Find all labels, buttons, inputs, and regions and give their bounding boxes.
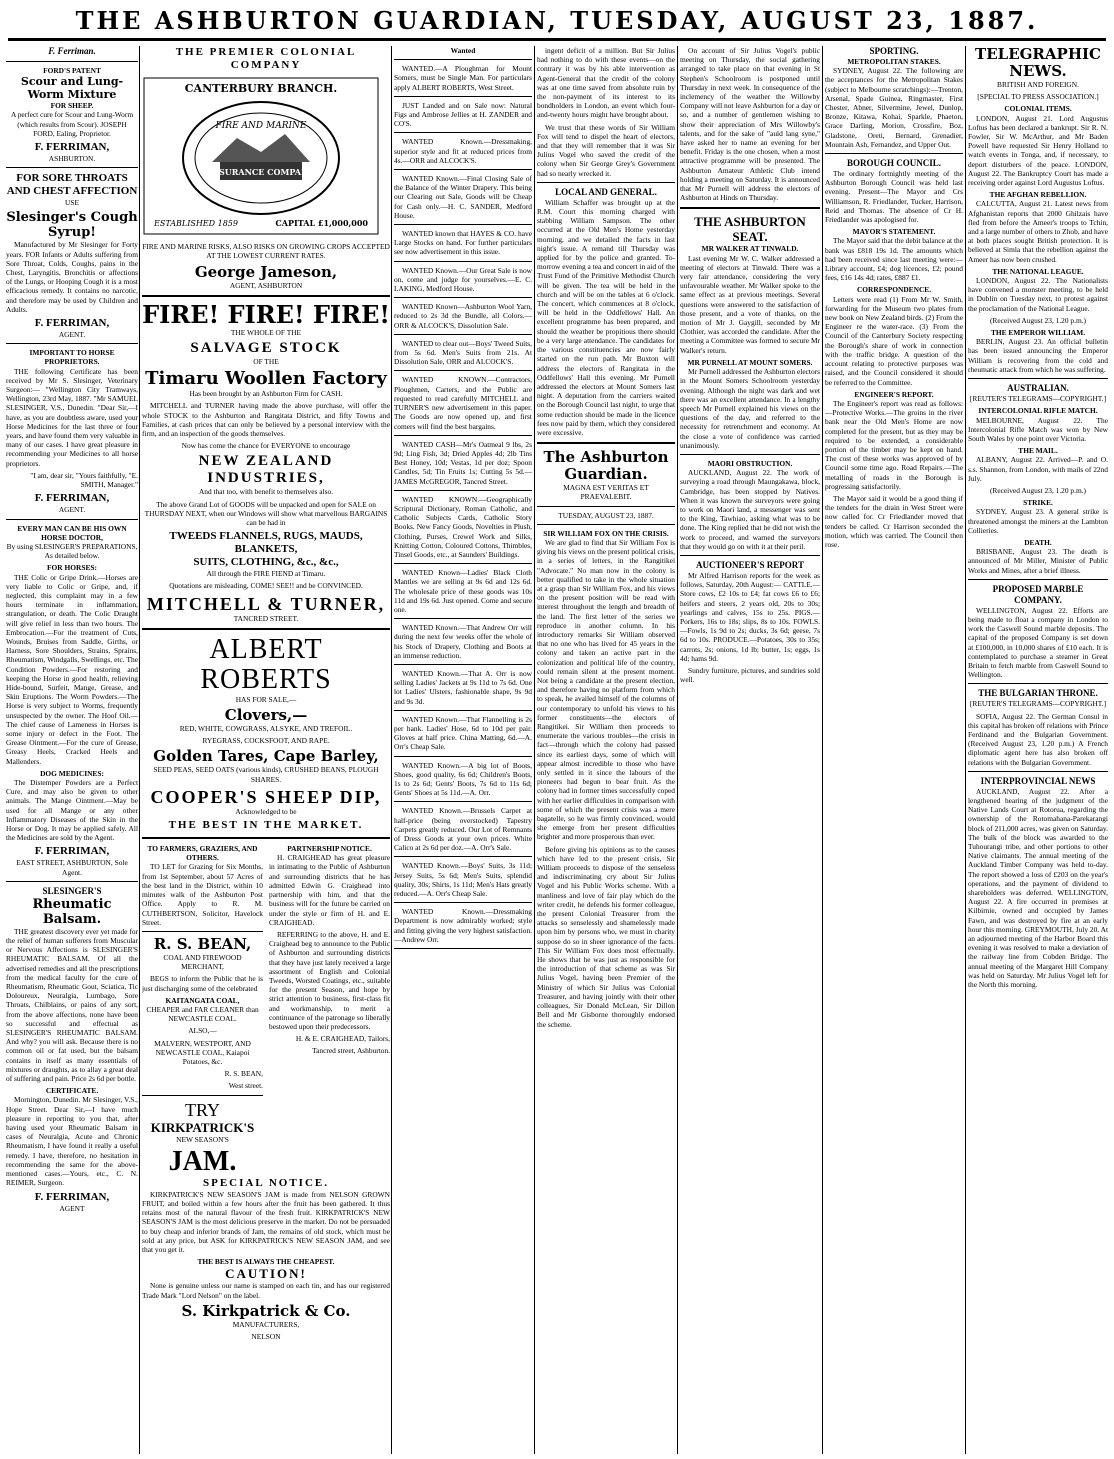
ad-signature: "I am, dear sir, "Yours faithfully, "E. SMITH, Manager." [30,470,138,490]
article-body: BRISBANE, August 23. The death is announced of Mr Miller, Minister of Public Works and Mines, after a brief illness. [968,547,1108,575]
column-divider [391,46,392,1454]
ad-title: FOR SORE THROATS AND CHEST AFFECTION [6,172,138,198]
agent-name: F. FERRIMAN, [34,845,110,858]
agent-place: EAST STREET, ASHBURTON, Sole Agent. [16,858,128,877]
ad-subtitle: COAL AND FIREWOOD MERCHANT, [163,952,242,972]
ad-text: Quotations are misleading, COME! SEE!! and be CONVINCED. [169,581,363,591]
column-divider [965,46,966,1454]
column-6 [825,46,963,1454]
article-body: On account of Sir Julius Vogel's public meeting on Thursday, the social gathering arranged to take place on that evening in St Stephen's Schoolroom is postponed until Thursday in next week. In consequence of the inclemency of the weather the Willowby Company will not leave Ashburton for a day or so, and a number of gentlemen wishing to show their appreciation of Mrs Willowby's talents, and for the sake of "auld lang syne," have asked her to name an evening for her benefit. Friday is the one chosen, when a most attractive programme will be presented. The Ashburton Amateur Athletic Club intend holding a meeting on Saturday. It is announced that Mr Purnell will address the electors of Ashburton at Hinds on Thursday. [680,46,820,203]
ad-title: CAUTION! [225,1266,307,1282]
ad-text: CHEAPER and FAR CLEANER than NEWCASTLE COAL. [146,1004,259,1024]
ad-title: FOR SHEEP. [50,101,94,111]
ad-text: MALVERN, WESTPORT, AND NEWCASTLE COAL, Kaiapoi Potatoes, &c. [154,1038,251,1066]
article-body: Before giving his opinions as to the causes which have led to the present crisis, Sir William proceeds to dispose of the senseless and indiscriminating cry about Sir Julius Vogel and his Public Works scheme. With a manliness and love of fair play which do the writer credit, he defends his former colleague, the present Colonial Treasurer from the attacks so senselessly and shamelessly made upon him by persons who, we must in charity suppose do so in sheer ignorance of the facts. This Sir William Fox does most effectually. He shows that he was just as responsible for the introduction of that scheme as was Sir Julius Vogel, having been Premier of the Ministry of which Sir Julius was Colonial Treasurer, and having jointly with their other colleagues, Sir Donald McLean, Sir Dillon Bell and Mr Gisborne thoroughly endorsed the scheme. [537,844,675,1029]
ad-text: RYEGRASS, COCKSFOOT, AND RAPE. [202,736,330,746]
masthead-rule [8,38,1106,41]
agent-name: F. FERRIMAN, [34,492,110,505]
article-title: STRIKE. [1023,498,1053,508]
ad-divider [394,370,532,371]
wanted-ads-list [394,64,532,949]
column-2 [142,46,390,1454]
article-body: Sundry furniture, pictures, and sundries sold well. [680,665,820,685]
article-body: SYDNEY, August 22. The following are the acceptances for the Metropolitan Stakes (subject to Melbourne scratchings):—Trenton, Arsenal, Spade Guinea, Ringmaster, First Chester, Abner, Silvermine, Jewel, Dunlop, Bronze, Kitawa, Kohai, Sparkle, Phaeton, Grace Darling, Morion, Crossfire, Boz, Gladstone, Oreti, Bernard, Grenadier, Mountain Ash, Fernandez, and Upper Out. [825,66,963,149]
article-body: The Engineer's report was read as follows:—Protective Works.—The groins in the river bank near the Old Men's Home are now completed for the present, but as they may be required to be extended, a considerable portion of the timber may be kept on hand. The cost of these works was approved of by Council some time ago. Road Repairs.—The metalling of roads in the Borough is progressing satisfactorily. [825,398,963,491]
section-header: AUSTRALIAN. [1007,383,1069,394]
ad-title: Rheumatic Balsam. [32,896,112,927]
ad-title: EVERY MAN CAN BE HIS OWN HORSE DOCTOR, [17,523,127,542]
ad-text: USE [65,198,79,208]
article-subtitle: CORRESPONDENCE. [856,285,932,295]
ad-divider [394,902,532,903]
section-header: TELEGRAPHIC NEWS. [975,46,1101,80]
masthead [0,0,1114,44]
ad-body: THE following Certificate has been received by Mr S. Slesinger, Veterinary Surgeon:— "Wellington City Tramways, Wellington, 23rd May, 1887. "Mr SAMUEL SLESINGER, V.S., Dunedin. "Dear Sir,—I have, as you are doubtless aware, used your Horse Medicines for the last three or four years, and have found them very valuable in many of our cases. I have great pleasure in recommending your Medicines to all horse proprietors. [6,366,138,468]
article-title: INTERCOLONIAL RIFLE MATCH. [978,406,1098,416]
article-title: THE MAIL. [1018,446,1058,456]
article-body: Mr Purnell addressed the Ashburton electors in the Mount Somers Schoolroom yesterday evening. Although the night was dark and wet there was an excellent attendance. In a lengthy speech Mr Purnell explained his views on the questions of the day, and referred to the necessity for retrenchment and economy. At the close a vote of confidence was carried unanimously. [680,367,820,450]
ad-text: THE WHOLE OF THE [230,327,302,337]
ad-title: KIRKPATRICK'S [150,1119,255,1135]
section-header: BOROUGH COUNCIL. [846,158,941,169]
agent-name: George Jameson, [194,262,338,281]
ad-body: H. CRAIGHEAD has great pleasure in intimating to the Public of Ashburton and surrounding districts that he has admitted Edwin G. Craighead into partnership with him, and that the business will for the future be carried on under the style or firm of H. and E. CRAIGHEAD. [269,853,390,927]
firm-address: TANCRED STREET. [233,613,299,623]
branch-name: CANTERBURY BRANCH. [184,82,338,95]
article-title: METROPOLITAN STAKES. [847,57,941,66]
agent-name: F. FERRIMAN, [34,1190,110,1203]
article-body: William Schaffer was brought up at the R.M. Court this morning charged with stabbing William Sampson. The other occurred at the Old Men's Home yesterday morning, and we detailed the facts in last night's issue. A remand till Thursday was applied for by the police and granted. To-morrow evening a tea and concert in aid of the Trust Fund of the Primitive Methodist Church will be given. The tea will be held in the church and will be on the tables at 6 o'clock. The concert, which commences at 8 o'clock, will be held in the Oddfellows' Hall. An excellent programme has been prepared, and should the weather be propitious there should be a very large attendance. The candidates for the various constituencies are now fairly started on the run path. Mr Buxton will address the electors of Rangitata in the Oddfellows' Hall this evening. Mr Purnell addressed the electors at Mount Somers last night. A deputation from the carriers waited on the Borough Council last night, to urge that some reduction should be made in the licence fees now paid by them, which they considered were excessive. [537,197,675,437]
ad-body: THE Colic or Gripe Drink.—Horses are very liable to Colic or Gripe, and, if neglected, this complaint may in a few hours terminate in inflammation, strangulation, or death. The Colic Draught will give relief in less than two hours. The Embrocation.—For the treatment of Cuts, Wounds, Bruises from Saddle, Girths, or Harness, Sore Shoulders, Strains, Sprains, Rheumatism, Windgalls, Swellings, etc. The Condition Powders.—For restoring and keeping the Horse in good health, relieving Hide-bound, Surfeit, Mange, Grease, and Skin Eruptions. The Worm Powders.—The Horse is very subject to Worms, frequently unsuspected by the owner. The Hoof Oil.—The chief cause of Lameness in Horses is some injury or defect in the Foot. The Grease Ointment.—For the cure of Grease, Greasy Heels, Cracked Heels and Mallenders. [6,572,138,766]
ad-body: TO LET for Grazing for Six Months, from 1st September, about 57 Acres of the best land in the District, within 10 minutes walk of the Ashburton Post Office. Apply to R. M. CUTHBERTSON, Solicitor, Havelock Street. [142,862,263,927]
ad-header: SLESINGER'S [42,885,102,896]
agent-place: ASHBURTON. [48,154,96,164]
article-body: SOFIA, August 22. The German Consul in this capital has broken off relations with Prince Ferdinand and the Bulgarian Government. (Received August 23, 1.20 p.m.) A French diplomatic agent here has also broken off relations with the Bulgarian Government. [968,711,1108,767]
ad-divider [394,96,532,97]
article-body: Mr Alfred Harrison reports for the week as follows, Saturday, 20th August:— CATTLE.—Store cows, £2 10s to £4; fat cows £6 to £6; heifers and steers, 2 years old, 20s to 30s; yearlings and calves, 15s to 25s. PIGS.—Porkers, 16s to 18s; slips, 8s to 10s. FOWLS.—Fowls, 1s 9d to 2s; ducks, 3s 6d; geese, 7s 6d to 10s. PRODUCE.—Potatoes, 30s to 35s; carrots, 2s; onions, 1d lb; butter, 1s; eggs, 1s 4d; hams 9d. [680,570,820,663]
ad-title: ALBERT ROBERTS [200,633,332,695]
article-title: THE AFGHAN REBELLION. [989,190,1087,200]
ad-divider [394,664,532,665]
article-body: AUCKLAND, August 22. The work of surveying a road through Maungakawa, block, Cambridge, has been stopped by Natives. When it was known the surveyors were going to work on Maori land, a messenger was sent to the King, Tawhiao, asking what was to be done. The King replied that he did not wish the work to proceed, and warned the surveyors that they would go on with it at their peril. [680,468,820,551]
ad-subtitle: DOG MEDICINES: [40,768,104,778]
ad-title: SALVAGE STOCK [190,340,342,357]
article-body: We are glad to find that Sir William Fox is giving his views on the present political crisis, in a series of letters, in the Rangitikei "Advocate." No man now in the colony is better qualified to take in the whole situation at a grasp than Sir William Fox, and his views on the present position will be read with interest throughout the length and breadth of the land. The first letter of the series we reproduce in another column. In his introductory remarks Sir William observed that no one who has lived for 45 years in the colony and taken an active part in the colonization and political life of the country, could remain silent at the present moment. Not being a candidate at the present election, and therefore having no platform from which to speak, he availed himself of the columns of our contemporary to unfold his views to his former constituents—the electors of Rangitikei. Sir William then proceeds to enumerate the various troubles—the crisis in fact—through which the colony had passed since its earliest days, some of which will appear almost incredible to those who have only settled in it since the labours of the pioneers had begun to bear fruit. As the colony had in former times successfully coped with her earlier difficulties in comparison with some of which the present crisis was a mere bagatelle, so he was firmly convinced, would she emerge from her present difficulties brighter and more prosperous than ever. [537,537,675,842]
ad-divider [394,756,532,757]
wanted-ad: WANTED Known.—Brussels Carpet at half-price (being overstocked) Tapestry Carpets greatly reduced. Our Lot of Remnants of Dress Goods at your own prices. White Calico at 2s 6d per doz.—A. Orr's Sale. [394,806,532,853]
article-body: Letters were read (1) From Mr W. Smith, forwarding for the Museum two plates from new book on New Zealand birds. (2) From the Engineer re the water-race. (3) From the Council of the Canterbury Society respecting the Borough's share of work in connection with the traffic bridge. A question of the account relating to protective purposes was raised, and the Council considered it should be referred to the Committee. [825,294,963,387]
ad-title: COOPER'S SHEEP DIP, [150,786,382,807]
wanted-ad: WANTED Known.—Our Great Sale is now on, come and judge for yourselves.—E. C. LAKING, Medford House. [394,265,532,294]
wanted-ad: JUST Landed and on Sale now: Natural Figs and Ambrose Jellies at H. ZANDER and CO'S. [394,100,532,129]
ad-title: FIRE! FIRE! FIRE! [142,299,390,329]
section-header: THE ASHBURTON SEAT. [694,214,806,245]
ad-divider [394,948,532,949]
ad-body: Manufactured by Mr Slesinger for Forty years. FOR Infants or Adults suffering from Sore Throat, Colds, Coughs, pains in the Chest, Laryngitis, Bronchitis or affections of the Lungs, or Hooping Cough it is a most efficacious remedy. It contains no narcotic, and therefore may be used by Children and Adults. [6,240,138,314]
wanted-ad: WANTED Known.—A big lot of Boots, Shoes, good quality, 6s 6d; Children's Boots, 1s to 2s 6d; Gents' Boots, 7s 6d to 11s 6d; Gents' Shoes at 5s 11d.—A. Orr. [394,760,532,798]
article-body: MELBOURNE, August 22. The Intercolonial Rifle Match was won by New South Wales by one point over Victoria. [968,415,1108,443]
newspaper-masthead: The Ashburton Guardian. [543,448,669,484]
ad-header: F. Ferriman. [48,46,96,56]
ad-body: FIRE AND MARINE RISKS, ALSO RISKS ON GROWING CROPS ACCEPTED AT THE LOWEST CURRENT RATES. [142,242,390,261]
ad-divider [394,334,532,335]
ad-title: IMPORTANT TO HORSE PROPRIETORS. [29,348,115,367]
article-title: MR PURNELL AT MOUNT SOMERS. [687,357,813,367]
insurance-seal-logo [142,76,380,236]
ad-title: PARTNERSHIP NOTICE. [287,844,372,854]
ad-divider [394,710,532,711]
article-body: ingent deficit of a million. But Sir Julius had nothing to do with these events—on the contrary it was by his able intervention as Agent-General that the credit of the colony was at one time saved from absolute ruin by the non-payment of its interest to its bondholders in London, an event which four-and-twenty hours might have brought about. [537,46,675,120]
ad-signature: R. S. BEAN, [224,1069,263,1079]
wanted-ad: WANTED Known—Ladies' Black Cloth Mantles we are selling at 9s 6d and 12s 6d. The wholesale price of these goods was 10s 11d and 19s 6d. Just opened. Come and secure one. [394,568,532,614]
agent-name: F. FERRIMAN, [34,141,110,154]
section-header: PROPOSED MARBLE COMPANY. [992,583,1084,605]
wanted-ad: WANTED Known.—Boys' Suits, 3s 11d; Jersey Suits, 5s 6d; Men's Suits, splendid quality, 30s; Shirts, 1s 11d; Men's Hats greatly reduced.—A. Orr's Cheap Sale. [394,861,532,899]
article-title: DEATH. [1024,537,1052,547]
ad-divider [394,618,532,619]
firm-name: MITCHELL & TURNER, [146,593,386,614]
article-body: LONDON, August 22. The Nationalists have convened a monster meeting, to be held in Dublin on Tuesday next, to protest against the proclamation of the National League. [968,276,1108,313]
ad-title: TO FARMERS, GRAZIERS, AND OTHERS. [147,844,258,863]
article-subtitle: ENGINEER'S REPORT. [854,389,934,399]
article-title: SIR WILLIAM FOX ON THE CRISIS. [543,528,669,538]
ad-title: Clovers,— [224,706,308,725]
ad-title: TRY [184,1099,220,1120]
agent-role: AGENT. [58,505,86,515]
section-note: [REUTER'S TELEGRAMS—COPYRIGHT.] [969,394,1107,404]
ad-title: Scour and Lung-Worm Mixture [20,75,124,102]
ad-divider [394,261,532,262]
article-subtitle: MAYOR'S STATEMENT. [852,227,936,237]
ad-title: R. S. BEAN, [153,934,252,953]
wanted-ad: WANTED CASH—Mr's Oatmeal 9 lbs, 2s 9d; Ling Fish, 3d; Dried Apples 4d; 2lb Tins Best Honey, 10d; Vestas, 1d per doz; Spoon Candles, 5d; Tin Fruits 1s; Cutting 5s 5d.—JAMES McGREGOR, Tancred Street. [394,439,532,486]
ad-body: THE greatest discovery ever yet made for the relief of human sufferers from Muscular or Nervous Affections is SLESINGER'S RHEUMATIC BALSAM. Of all the advertised remedies and all the prescriptions from the medical faculty for the cure of Rheumatism, Rheumatic Gout, Sciatica, Tic Doloureux, Neuralgia, Lumbago, Sore Throats, Chilblains, or pains of any sort, from the above affections, none have been so successful and effectual as SLESINGER'S RHEUMATIC BALSAM. And why? you will ask. Because there is no common oil or fat used, but the balsam contains in itself as many essentials of mixtures or draughts, as to allay a great deal of suffering and pain. Price 2s 6d per bottle. [6,926,138,1084]
ad-text: Now has come the chance for EVERYONE to encourage [181,441,351,451]
article-title: THE NATIONAL LEAGUE. [992,266,1084,276]
ad-title: Slesinger's Cough Syrup! [6,210,138,241]
article-body: ALBANY, August 22. Arrived—P. and O. s.s. Shannon, from London, with mails of 22nd July. [968,455,1108,483]
column-1 [6,46,138,1454]
column-divider [822,46,823,1454]
ad-body: Mornington, Dunedin. Mr Slesinger, V.S., Hope Street. Dear Sir,—I have much pleasure in reporting to you that, after having used your Rheumatic Balsam in cases of Neuralgia, Acute and Chronic Rheumatism, I have found it really a useful remedy. I have, therefore, no hesitation in recommending the same for the above-mentioned cases.—Yours, etc., C. N. REIMER, Surgeon. [6,1095,138,1188]
article-title: COLONIAL ITEMS. [1004,104,1072,114]
ad-divider [394,224,532,225]
seal-capital: CAPITAL £1,000,000 [275,218,368,228]
article-body: BERLIN, August 23. An official bulletin has been issued announcing the Emperor William is recovering from the cold and rheumatic attack from which he was suffering. [968,337,1108,374]
ad-subtitle: CERTIFICATE. [45,1086,99,1096]
newspaper-title: THE ASHBURTON GUARDIAN, TUESDAY, AUGUST 23, 1887. [75,6,1039,35]
wanted-ad: WANTED Known—Ashburton Wool Yarn, reduced to 2s 3d the Bundle, all Colors.—ORR & ALCOCK'S, Dissolution Sale. [394,302,532,330]
article-note: (Received August 23, 1.20 p.m.) [989,485,1087,495]
firm-name: S. Kirkpatrick & Co. [181,1301,351,1320]
ad-body: KIRKPATRICK'S NEW SEASON'S JAM is made from NELSON GROWN FRUIT, and boiled within a few hours after the fruit has been gathered. It thus retains most of the natural flavour of the fresh fruit. KIRKPATRICK'S NEW SEASON'S JAM is the most delicious preserve in the market. Do not be persuaded to buy cheap and inferior brands of Jam, the remains of old stock, which must be sold at any price, but ASK for KIRKPATRICK'S NEW SEASON JAM, and see that you get it. [142,1189,390,1254]
wanted-ad: WANTED Known.—That Andrew Orr will during the next few weeks offer the whole of his Stock of Drapery, Clothing and Boots at an immense reduction. [394,623,532,660]
ad-body: None is genuine unless our name is stamped on each tin, and has our registered Trade Mark "Lord Nelson" on the label. [142,1281,390,1300]
ad-title: THE BEST IN THE MARKET. [168,819,364,832]
section-note: [SPECIAL TO PRESS ASSOCIATION.] [977,92,1099,102]
wanted-ad: WANTED KNOWN.—Contractors, Ploughmen, Carters, and the Public are requested to read carefully MITCHELL and TURNER'S new advertisement in this paper. The Goods are now opened up, and first comers will find the best bargains. [394,375,532,431]
section-note: [REUTER'S TELEGRAMS—COPYRIGHT.] [969,699,1107,709]
article-body: SYDNEY, August 23. A general strike is threatened amongst the miners at the Lambton Collieries. [968,507,1108,535]
article-body: WELLINGTON, August 22. Efforts are being made to float a company in London to work the Caswell Sound marble deposits. The capital of the proposed Company is set down at £100,000, in 10,000 shares of £10 each. It is contemplated to purchase a steamer in Great Britain to fetch marble from Caswell Sound to Wellington. [968,605,1108,680]
wanted-ad: WANTED Known.—That A. Orr is now selling Ladies' Jackets at 9s 11d to 7s 6d. One lot Ladies' Ulsters, fashionable shape, 9s 9d and 9s 3d. [394,668,532,706]
article-body: The Mayor said it would be a good thing if the tenders for the drain in West Street were now called for. Cr Friedlander moved that tenders be called. Cr Harrison seconded the motion, which was carried. The Council then rose. [825,493,963,549]
ad-divider [394,563,532,564]
ad-text: HAS FOR SALE,— [235,694,297,704]
agent-name: F. FERRIMAN, [34,317,110,330]
ad-title: THE BEST IS ALWAYS THE CHEAPEST. [197,1257,335,1267]
ad-text: RED, WHITE, COWGRASS, ALSYKE, AND TREFOIL. [179,724,353,734]
agent-role: AGENT. [58,330,86,340]
section-subheader: BRITISH AND FOREIGN. [997,80,1079,89]
ad-text: Has been brought by an Ashburton Firm for CASH. [189,389,343,399]
wanted-ad: WANTED to clear out—Boys' Tweed Suits, from 5s 6d. Men's Suits from 21s. At Dissolution Sale, ORR and ALCOCK'S. [394,338,532,367]
ad-signature: H. & E. CRAIGHEAD, Tailors, [295,1034,390,1044]
ad-text: ALSO,— [188,1026,217,1036]
ad-title: Golden Tares, Cape Barley, [153,747,379,766]
ad-divider [394,435,532,436]
seal-mid: INSURANCE COMPANY [207,167,315,177]
wanted-ad: WANTED Known.—That Flannelling is 2s per hank. Ladies' Hose, 6d to 10d per pair. Gloves at half price. China Matting, 6d.—A. Orr's Cheap Sale. [394,714,532,752]
issue-date: TUESDAY, AUGUST 23, 1887. [558,510,654,520]
section-header: LOCAL AND GENERAL. [555,186,657,197]
wanted-ad: WANTED Known.—Final Closing Sale of the Balance of the Winter Drapery. This being our Clearing out Sale, Goods will be Cheap for Cash only.—H. C. SANDER, Medford House. [394,174,532,220]
column-7 [968,46,1108,1454]
section-header: SPORTING. [869,46,919,56]
ad-text: NELSON [251,1331,281,1341]
ad-body: The above Grand Lot of GOODS will be unpacked and open for SALE on THURSDAY NEXT, when our Windows will show what marvellous BARGAINS can be had in [144,499,388,528]
ad-text: Acknowledged to be [235,806,297,816]
agent-place: AGENT, ASHBURTON [229,280,303,290]
article-title: MR WALKER AT TINWALD. [701,244,799,254]
ad-body: A perfect cure for Scour and Lung-Worm (which results from Scour). JOSEPH FORD, Ealing, Proprietor. [10,110,134,138]
article-body: The Mayor said that the debit balance at the bank was £818 19s 1d. The amounts which had been received since last meeting were:—Library account, £4; dog licences, £2; pound fees, £16 14s 4d; rates, £887 £1. [825,236,963,283]
ad-body: REFERRING to the above, H. and E. Craighead beg to announce to the Public of Ashburton and surrounding districts that they have just lately received a large assortment of English and Colonial Tweeds, Worsted Coatings, etc., suitable for the present Season, and hope by strict attention to business, first-class fit and workmanship, to merit a continuance of the patronage so liberally bestowed upon their predecessors. [269,929,390,1031]
ad-divider [394,132,532,133]
ad-title: TWEEDS FLANNELS, RUGS, MAUDS, BLANKETS, [169,530,363,556]
ad-title: NEW ZEALAND INDUSTRIES, [198,453,334,487]
column-divider [139,46,140,1454]
column-divider [677,46,678,1454]
column-divider [534,46,535,1454]
ad-text: SEED PEAS, SEED OATS (various kinds), CRUSHED BEANS, PLOUGH SHARES. [153,765,379,784]
ad-divider [394,297,532,298]
agent-role: AGENT [59,1203,85,1213]
article-title: MAORI OBSTRUCTION. [707,458,793,468]
ad-title: Timaru Woollen Factory [145,368,387,390]
ad-text: OF THE [253,357,279,367]
newspaper-motto: MAGNA EST VERITAS ET PRAEVALEBIT. [563,483,649,502]
section-header: INTERPROVINCIAL NEWS [980,775,1096,786]
ad-divider [394,801,532,802]
column-4 [537,46,675,1454]
ad-body: BEGS to inform the Public that he is just discharging some of the celebrated [142,974,263,993]
column-5 [680,46,820,1454]
wanted-ad: WANTED known that HAYES & CO. have Large Stocks on hand. For further particulars see now advertisement in this issue. [394,229,532,257]
article-body: We trust that these words of Sir William Fox will tend to dispel the heart of electors, and that they will remember that it was Sir Julius Vogel who saved the credit of the colony when Sir George Grey's Government had so nearly wrecked it. [537,122,675,178]
article-body: CALCUTTA, August 21. Latest news from Afghanistan reports that 2000 Ghilzais have fled from before the Ameer's troops to Tchin, and a large number of others to Zhob, and have at both places sought British protection. It is believed at Simla that the rebellion against the Ameer has now been crushed. [968,199,1108,264]
ad-signature: West street. [228,1081,263,1091]
seal-est: ESTABLISHED 1859 [154,219,238,228]
wanted-ad: WANTED Known.—Dressmaking, superior style and fit at reduced prices from 4s.—ORR and ALCOCK'S. [394,137,532,165]
ad-title: THE PREMIER COLONIAL COMPANY [175,46,357,71]
seal-top: FIRE AND MARINE [215,121,307,131]
ad-divider [394,856,532,857]
article-body: The ordinary fortnightly meeting of the Ashburton Borough Council was held last evening. Present—The Mayor and Crs Williamson, R. Friedlander, Tucker, Harrison, Reid and Thomas. The absence of Cr H. Friedlander was apologised for. [825,169,963,225]
ad-text: All through the FIRE FIEND at Timaru. [206,569,326,579]
ad-title: SPECIAL NOTICE. [203,1176,329,1189]
section-header: AUCTIONEER'S REPORT [696,559,804,570]
ad-text: MANUFACTURERS, [232,1319,300,1329]
ad-title: FORD'S PATENT [43,66,101,75]
ad-text: NEW SEASON'S [176,1134,229,1144]
wanted-ad: WANTED.—A Ploughman for Mount Somers, must be Single Man. For particulars apply ALBERT ROBERTS, West Street. [394,64,532,92]
ad-body: MITCHELL and TURNER having made the above purchase, will offer the whole STOCK to the Ashburton and Rangitata District, and fifty Towns and Families, at cash prices that can only be believed by a personal interview with the firm, and an inspection of the goods themselves. [142,401,390,439]
column-3 [394,46,532,1454]
ad-divider [394,169,532,170]
ad-body: The Distemper Powders are a Perfect Cure, and may also be given to other animals. The Mange Ointment.—May be used for all Mange or any other Inflammatory Diseases of the Skin in the Horse or Dog. It may be applied safely. All the Medicines are sold by the Agent. [6,777,138,843]
article-body: Last evening Mr W. C. Walker addressed a meeting of electors at Tinwald. There was a very fair attendance, considering the very unfavourable weather. Mr Walker spoke to the same effect as at previous meetings. Several questions were answered to the satisfaction of those present, and a vote of thanks, on the motion of Mr J. Gaygill, seconded by Mr Clothier, was accorded the candidate. After the meeting a Committee was formed to secure Mr Walker's return. [680,253,820,355]
ad-title: KAITANGATA COAL, [165,995,240,1005]
ad-subtitle: FOR HORSES: [47,563,97,573]
ad-divider [394,490,532,491]
wanted-ad: WANTED Known.—Dressmaking Department is now admirably worked; style and fitting giving the very highest satisfaction.—Andrew Orr. [394,907,532,944]
article-title: THE EMPEROR WILLIAM. [990,328,1086,338]
ad-signature: Tancred street, Ashburton. [312,1046,390,1056]
wanted-ad: WANTED KNOWN.—Geographically Scriptural Dictionary, Roman Catholic, and Catholic Subjects Cards, Catholic Story Books. New Fancy Goods, Novelties in Plush, Clothing, Purses, Crewel Work and Silks, Knitting Cotton, Coloured Cottons, Thimbles, Tinsel Goods, etc., at Saunders' Buildings. [394,494,532,559]
article-note: (Received August 23, 1.20 p.m.) [989,315,1087,325]
section-header: Wanted [450,46,476,55]
section-header: THE BULGARIAN THRONE. [978,688,1098,699]
article-body: LONDON, August 21. Lord Augustus Loftus has been declared a bankrupt. Sir R. N. Fowler, Sir W. McArthur, and Mr Baden Powell have requested Sir Henry Holland to watch events in Tonga, and, if necessary, to deport disturbers of the peace. LONDON, August 22. The Bankruptcy Court has made a receiving order against Lord Augustus Loftus. [968,113,1108,188]
ad-title: SUITS, CLOTHING, &c., &c., [193,556,339,569]
ad-title: JAM. [168,1145,237,1177]
ad-subtitle: By using SLESINGER'S PREPARATIONS, As detailed below. [6,541,138,561]
ad-text: And that too, with benefit to themselves also. [198,487,334,497]
article-body: AUCKLAND, August 22. After a lengthened hearing of the judgment of the Native Lands Court at Rotorua, regarding the ownership of the Rotomahana-Parekarangi block of 211,000 acres, was given on Saturday. The bulk of the block was awarded to the Tuhourangi tribe, and other portions to other Native claimants. The annual meeting of the Auckland Timber Company was held to-day. The report showed a loss of £203 on the year's operations, and the payment of dividend to shareholders was deferred. WELLINGTON, August 22. A fire occurred in premises at Kilbirnie, owned and occupied by James Fawn, and was destroyed by fire at an early hour this morning. GREYMOUTH, July 20. At an adjourned meeting of the Harbor Board this evening it was resolved to make a deviation of the railway line from Cobden Bridge. The annual meeting of the Margaret Hill Company was held on Saturday. Mr Julius Vogel left for the North this morning. [968,786,1108,990]
